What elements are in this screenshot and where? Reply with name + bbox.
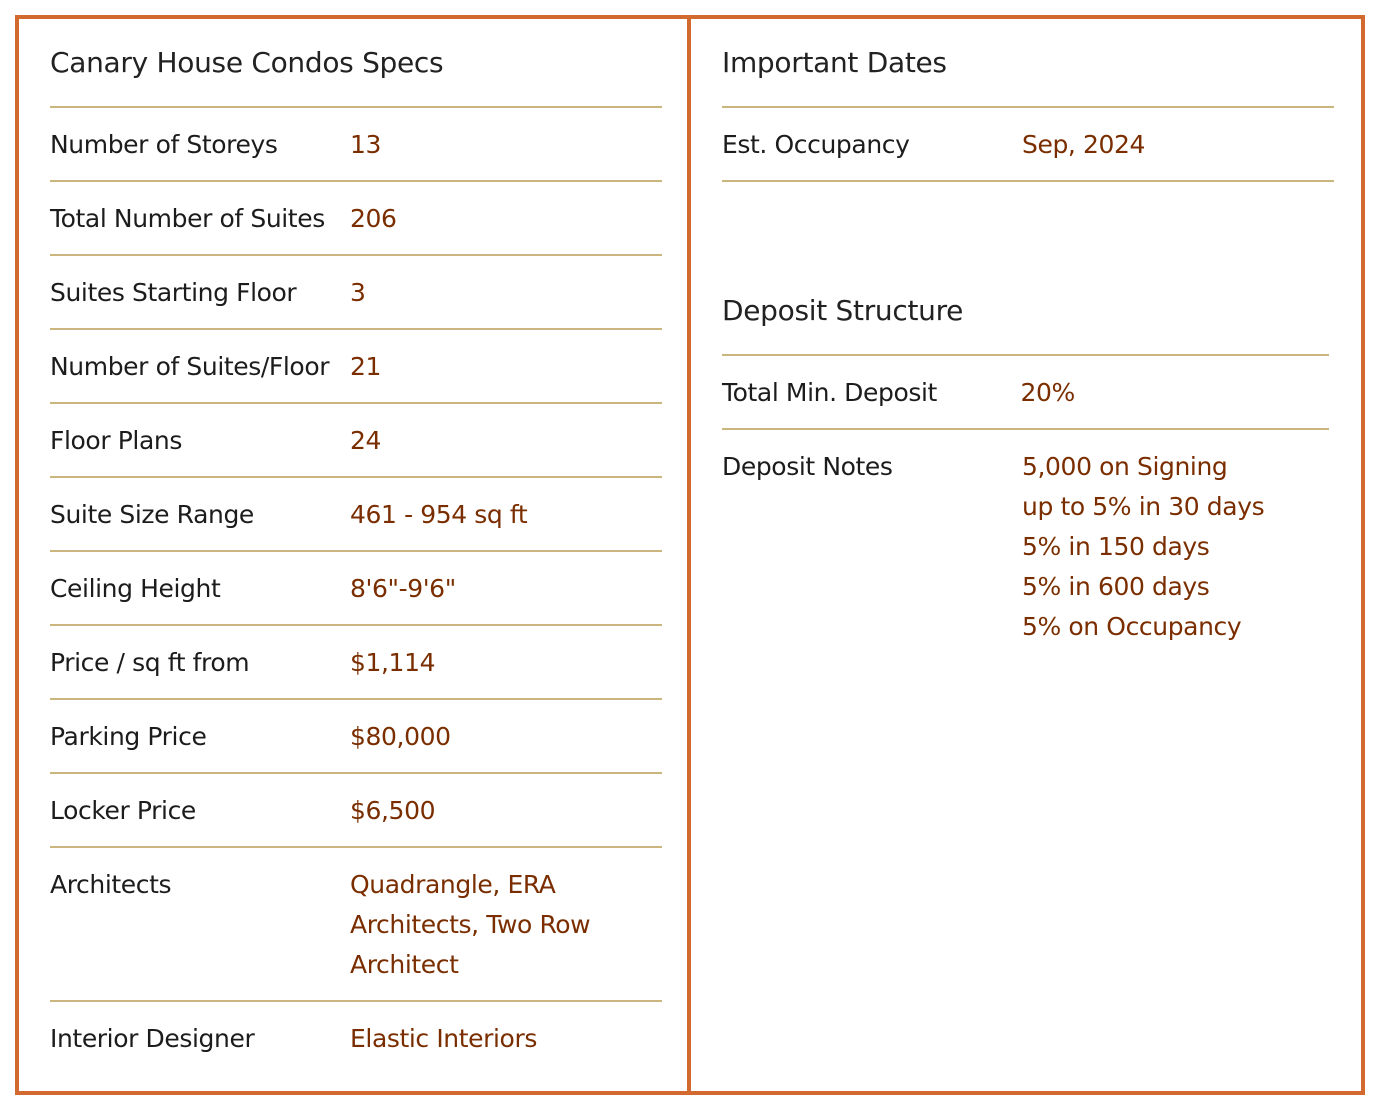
deposit-value: 20% — [1020, 378, 1075, 407]
spec-label: Suite Size Range — [50, 500, 254, 529]
spec-label: Number of Storeys — [50, 130, 278, 159]
spec-row-locker-price — [50, 774, 662, 848]
spec-label: Parking Price — [50, 722, 207, 751]
spec-row-architects — [50, 848, 662, 1002]
deposit-label: Total Min. Deposit — [722, 378, 937, 407]
spec-row-interior-designer — [50, 1002, 662, 1076]
dates-title: Important Dates — [722, 20, 1334, 108]
spec-row-suites-per-floor — [50, 330, 662, 404]
architects-line: Quadrangle, ERA — [350, 870, 556, 899]
specs-title: Canary House Condos Specs — [50, 20, 662, 108]
spec-label: Ceiling Height — [50, 574, 221, 603]
spec-label: Floor Plans — [50, 426, 182, 455]
spec-value: $6,500 — [350, 796, 436, 825]
column-divider — [687, 15, 691, 1095]
specs-panel — [50, 20, 662, 1076]
deposit-note: 5,000 on Signing — [1022, 452, 1228, 481]
date-label: Est. Occupancy — [722, 130, 910, 159]
spec-row-suites — [50, 182, 662, 256]
spec-value: 3 — [350, 278, 366, 307]
spec-row-storeys — [50, 108, 662, 182]
date-value: Sep, 2024 — [1022, 130, 1146, 159]
spec-value: 24 — [350, 426, 382, 455]
spec-row-ceiling-height — [50, 552, 662, 626]
spec-value: 461 - 954 sq ft — [350, 500, 528, 529]
deposit-label: Deposit Notes — [722, 452, 893, 481]
spec-label: Price / sq ft from — [50, 648, 250, 677]
spec-value: $80,000 — [350, 722, 451, 751]
spec-label: Architects — [50, 870, 172, 899]
deposit-title: Deposit Structure — [722, 268, 1329, 356]
deposit-note: 5% in 600 days — [1022, 572, 1210, 601]
architects-line: Architect — [350, 950, 459, 979]
spec-value: Elastic Interiors — [350, 1024, 537, 1053]
deposit-row-notes — [722, 430, 1334, 647]
spec-value: 206 — [350, 204, 397, 233]
spec-label: Number of Suites/Floor — [50, 352, 330, 381]
spec-label: Interior Designer — [50, 1024, 255, 1053]
spec-row-parking-price — [50, 700, 662, 774]
deposit-note: up to 5% in 30 days — [1022, 492, 1265, 521]
date-row-occupancy — [722, 108, 1334, 182]
deposit-note: 5% in 150 days — [1022, 532, 1210, 561]
spec-value-architects — [350, 865, 650, 1000]
section-gap — [722, 182, 1334, 268]
spec-row-starting-floor — [50, 256, 662, 330]
deposit-row-total — [722, 356, 1329, 430]
spec-row-size-range — [50, 478, 662, 552]
spec-row-price-sqft — [50, 626, 662, 700]
dates-deposit-panel — [722, 20, 1334, 647]
spec-value: 13 — [350, 130, 382, 159]
spec-value: 8'6"-9'6" — [350, 574, 456, 603]
spec-value: $1,114 — [350, 648, 436, 677]
spec-row-floor-plans — [50, 404, 662, 478]
architects-line: Architects, Two Row — [350, 910, 591, 939]
spec-label: Total Number of Suites — [50, 204, 325, 233]
deposit-note: 5% on Occupancy — [1022, 612, 1242, 641]
deposit-notes-list — [1022, 447, 1332, 647]
spec-label: Suites Starting Floor — [50, 278, 297, 307]
spec-label: Locker Price — [50, 796, 196, 825]
spec-value: 21 — [350, 352, 382, 381]
